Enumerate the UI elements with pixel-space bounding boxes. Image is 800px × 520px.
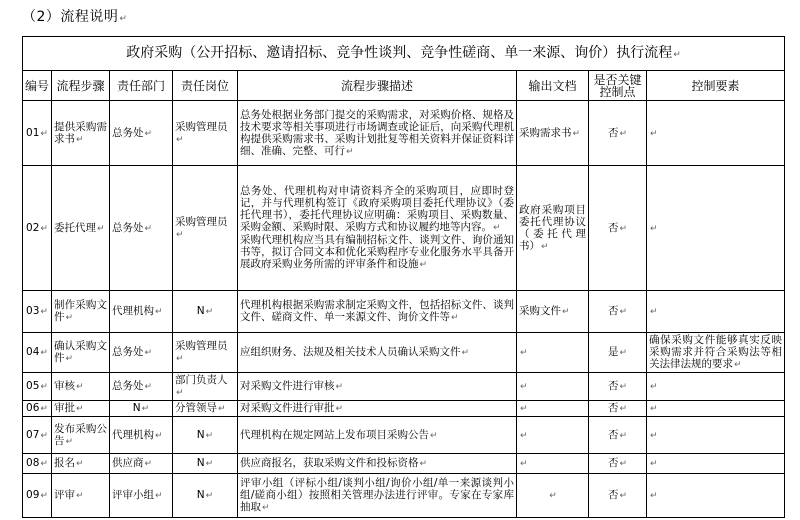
process-table	[22, 36, 785, 518]
cell-no: 09↵	[23, 474, 52, 518]
cell-step: 审批↵	[52, 401, 110, 417]
cell-no: 06↵	[23, 401, 52, 417]
cell-step: 报名↵	[52, 454, 110, 474]
cell-key: 否↵	[589, 401, 647, 417]
cell-post: N↵	[173, 291, 238, 333]
cell-ctrl: ↵	[647, 454, 785, 474]
table-row	[23, 291, 785, 333]
cell-desc: 总务处、代理机构对申请资料齐全的采购项目，应即时登记，并与代理机构签订《政府采购项目委托代理协议》（委托代理书），委托代理协议应明确：采购项目、采购数量、采购金额、采购时限、采购方式和协议履约地等内容。↵ 采购代理机构应当具有编制招标文件、谈判文件、询价通知书等，拟订合同文本和优化采购程序专业化服务水平具备开展政府采购业务所需的评审条件和设施↵	[238, 166, 517, 291]
cell-step: 发布采购公告↵	[52, 417, 110, 454]
section-heading: （2）流程说明↵	[22, 9, 128, 25]
header-ctrl: 控制要素	[647, 71, 785, 101]
cell-desc: 对采购文件进行审批↵	[238, 401, 517, 417]
cell-dept: 代理机构↵	[110, 417, 173, 454]
cell-desc: 对采购文件进行审核↵	[238, 373, 517, 401]
cell-desc: 评审小组（评标小组/谈判小组/询价小组/单一来源谈判小组/磋商小组）按照相关管理办法进行评审。专家在专家库抽取↵	[238, 474, 517, 518]
cell-post: 采购管理员↵	[173, 333, 238, 373]
cell-ctrl: ↵	[647, 417, 785, 454]
cell-no: 03↵	[23, 291, 52, 333]
cell-no: 05↵	[23, 373, 52, 401]
cell-desc: 总务处根据业务部门提交的采购需求，对采购价格、规格及技术要求等相关事项进行市场调查或论证后，向采购代理机构提供采购需求书、采购计划批复等相关资料并保证资料详细、准确、完整、可行↵	[238, 101, 517, 166]
table-header-row	[23, 71, 785, 101]
header-key: 是否关键控制点	[589, 71, 647, 101]
cell-docs: ↵	[517, 474, 589, 518]
cell-post: N↵	[173, 454, 238, 474]
cell-step: 提供采购需求书↵	[52, 101, 110, 166]
cell-ctrl: ↵	[647, 101, 785, 166]
cell-docs: 采购需求书↵	[517, 101, 589, 166]
cell-docs: 政府采购项目委托代理协议（委托代理书）↵	[517, 166, 589, 291]
cell-docs: ↵	[517, 401, 589, 417]
cell-key: 否↵	[589, 474, 647, 518]
cell-post: 分管领导↵	[173, 401, 238, 417]
cell-dept: 总务处↵	[110, 373, 173, 401]
cell-docs: ↵	[517, 454, 589, 474]
header-post: 责任岗位	[173, 71, 238, 101]
table-row	[23, 333, 785, 373]
cell-post: 采购管理员↵	[173, 101, 238, 166]
cell-docs: ↵	[517, 333, 589, 373]
cell-key: 是↵	[589, 333, 647, 373]
cell-dept: 评审小组↵	[110, 474, 173, 518]
cell-step: 确认采购文件↵	[52, 333, 110, 373]
cell-key: 否↵	[589, 373, 647, 401]
table-row	[23, 101, 785, 166]
table-title: 政府采购（公开招标、邀请招标、竞争性谈判、竞争性磋商、单一来源、询价）执行流程↵	[23, 37, 785, 71]
cell-docs: ↵	[517, 373, 589, 401]
cell-post: N↵	[173, 417, 238, 454]
cell-key: 否↵	[589, 417, 647, 454]
cell-docs: 采购文件↵	[517, 291, 589, 333]
cell-ctrl: 确保采购文件能够真实反映采购需求并符合采购法等相关法律法规的要求↵	[647, 333, 785, 373]
cell-post: N↵	[173, 474, 238, 518]
cell-no: 02↵	[23, 166, 52, 291]
cell-step: 委托代理↵	[52, 166, 110, 291]
cell-dept: N↵	[110, 401, 173, 417]
cell-ctrl: ↵	[647, 166, 785, 291]
header-step: 流程步骤	[52, 71, 110, 101]
cell-no: 01↵	[23, 101, 52, 166]
table-row	[23, 417, 785, 454]
header-no: 编号	[23, 71, 52, 101]
table-row	[23, 454, 785, 474]
header-dept: 责任部门	[110, 71, 173, 101]
cell-key: 否↵	[589, 101, 647, 166]
header-docs: 输出文档	[517, 71, 589, 101]
cell-no: 04↵	[23, 333, 52, 373]
cell-dept: 代理机构↵	[110, 291, 173, 333]
cell-key: 否↵	[589, 166, 647, 291]
cell-desc: 应组织财务、法规及相关技术人员确认采购文件↵	[238, 333, 517, 373]
cell-ctrl: ↵	[647, 373, 785, 401]
cell-ctrl: ↵	[647, 401, 785, 417]
cell-docs: ↵	[517, 417, 589, 454]
cell-desc: 供应商报名，获取采购文件和投标资格↵	[238, 454, 517, 474]
cell-ctrl: ↵	[647, 474, 785, 518]
cell-dept: 总务处↵	[110, 101, 173, 166]
cell-dept: 供应商↵	[110, 454, 173, 474]
cell-dept: 总务处↵	[110, 333, 173, 373]
cell-key: 否↵	[589, 454, 647, 474]
cell-ctrl: ↵	[647, 291, 785, 333]
cell-desc: 代理机构根据采购需求制定采购文件，包括招标文件、谈判文件、磋商文件、单一来源文件、询价文件等↵	[238, 291, 517, 333]
table-row	[23, 474, 785, 518]
cell-step: 审核↵	[52, 373, 110, 401]
table-row	[23, 373, 785, 401]
table-row	[23, 166, 785, 291]
cell-post: 采购管理员↵	[173, 166, 238, 291]
header-desc: 流程步骤描述	[238, 71, 517, 101]
cell-post: 部门负责人↵	[173, 373, 238, 401]
cell-no: 08↵	[23, 454, 52, 474]
cell-desc: 代理机构在规定网站上发布项目采购公告↵	[238, 417, 517, 454]
cell-key: 否↵	[589, 291, 647, 333]
cell-step: 制作采购文件↵	[52, 291, 110, 333]
cell-no: 07↵	[23, 417, 52, 454]
cell-step: 评审↵	[52, 474, 110, 518]
table-row	[23, 401, 785, 417]
cell-dept: 总务处↵	[110, 166, 173, 291]
